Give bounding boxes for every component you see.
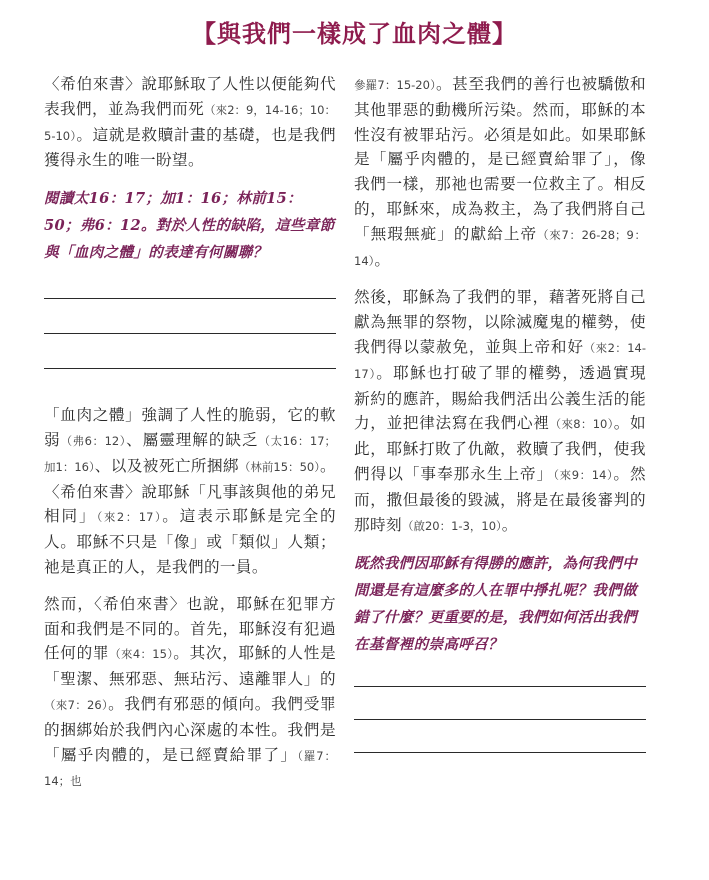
scripture-reference: （來2：14-17）: [354, 340, 646, 381]
scripture-reference: （啟20：1-3，10）: [401, 518, 502, 533]
scripture-reference: （林前15：50）: [238, 459, 320, 474]
scripture-reference: （太16：17；加1：16）: [44, 433, 337, 474]
scripture-reference: （弗6：12）: [60, 433, 127, 448]
scripture-reference: （羅7：14；也: [44, 748, 336, 789]
scripture-reference: （來8：10）: [549, 417, 614, 432]
answer-line[interactable]: [354, 719, 646, 720]
answer-lines: [354, 686, 646, 753]
scripture-reference: （來7：26）: [44, 697, 109, 712]
paragraph-victory: 然後，耶穌為了我們的罪，藉著死將自己獻為無罪的祭物，以除滅魔鬼的權勢，使我們得以蒙赦免，並與上帝和好（來2：14-17）。耶穌也打破了罪的權勢，透過實現新約的應許，賜給我們活出公義生活的能力，並把律法寫在我們心裡（來8：10）。如此，耶穌打敗了仇敵，救贖了我們，使我們得以「事奉那永生上帝」（來9：14）。然而，撒但最後的毀滅，將是在最後審判的那時刻（啟20：1-3，10）。: [354, 288, 646, 534]
answer-line[interactable]: [354, 686, 646, 687]
answer-line[interactable]: [44, 368, 336, 369]
scripture-reference: 參羅7：15-20）: [354, 78, 437, 92]
paragraph-intro: 〈希伯來書〉說耶穌取了人性以便能夠代表我們，並為我們而死（來2：9，14-16；10：5-10）。這就是救贖計畫的基礎，也是我們獲得永生的唯一盼望。: [44, 75, 336, 170]
answer-line[interactable]: [44, 298, 336, 299]
paragraph-continued: 參羅7：15-20）。甚至我們的善行也被驕傲和其他罪惡的動機所污染。然而，耶穌的本性沒有被罪玷污。必須是如此。如果耶穌是「屬乎肉體的，是已經賣給罪了」，像我們一樣，那祂也需要一位救主了。相反的，耶穌來，成為救主，為了我們將自己「無瑕無疵」的獻給上帝（來7：26-28；9：14）。: [354, 75, 646, 269]
answer-lines: [44, 298, 336, 369]
paragraph-flesh-and-blood: 「血肉之體」強調了人性的脆弱，它的軟弱（弗6：12）、屬靈理解的缺乏（太16：17；加1：16）、以及被死亡所捆綁（林前15：50）。〈希伯來書〉說耶穌「凡事該與他的弟兄相同」（來2：17）。這表示耶穌是完全的人。耶穌不只是「像」或「類似」人類；祂是真正的人，是我們的一員。: [44, 406, 337, 576]
left-column: [44, 72, 336, 806]
paragraph-sinless: 然而，〈希伯來書〉也說，耶穌在犯罪方面和我們是不同的。首先，耶穌沒有犯過任何的罪（來4：15）。其次，耶穌的人性是「聖潔、無邪惡、無玷污、遠離罪人」的（來7：26）。我們有邪惡的傾向。我們受罪的捆綁始於我們內心深處的本性。我們是「屬乎肉體的，是已經賣給罪了」（羅7：14；也: [44, 594, 336, 789]
scripture-reference: （來2：17）: [96, 510, 163, 525]
answer-line[interactable]: [44, 333, 336, 334]
scripture-reference: （來4：15）: [109, 647, 174, 662]
answer-line[interactable]: [354, 752, 646, 753]
page-title: 【與我們一樣成了血肉之體】: [192, 19, 517, 48]
scripture-reference: （來7：26-28；9：14）: [354, 227, 646, 268]
scripture-reference: （來2：9，14-16；10：5-10）: [44, 102, 336, 143]
discussion-question: 既然我們因耶穌有得勝的應許，為何我們中間還是有這麼多的人在罪中掙扎呢？我們做錯了什麼？更重要的是，我們如何活出我們在基督裡的崇高呼召？: [354, 555, 637, 654]
study-question: 閱讀太16：17；加1：16；林前15：50；弗6：12。對於人性的缺陷，這些章節與「血肉之體」的表達有何關聯？: [44, 190, 335, 262]
scripture-reference: （來9：14）: [553, 467, 614, 482]
right-column: [354, 72, 646, 785]
